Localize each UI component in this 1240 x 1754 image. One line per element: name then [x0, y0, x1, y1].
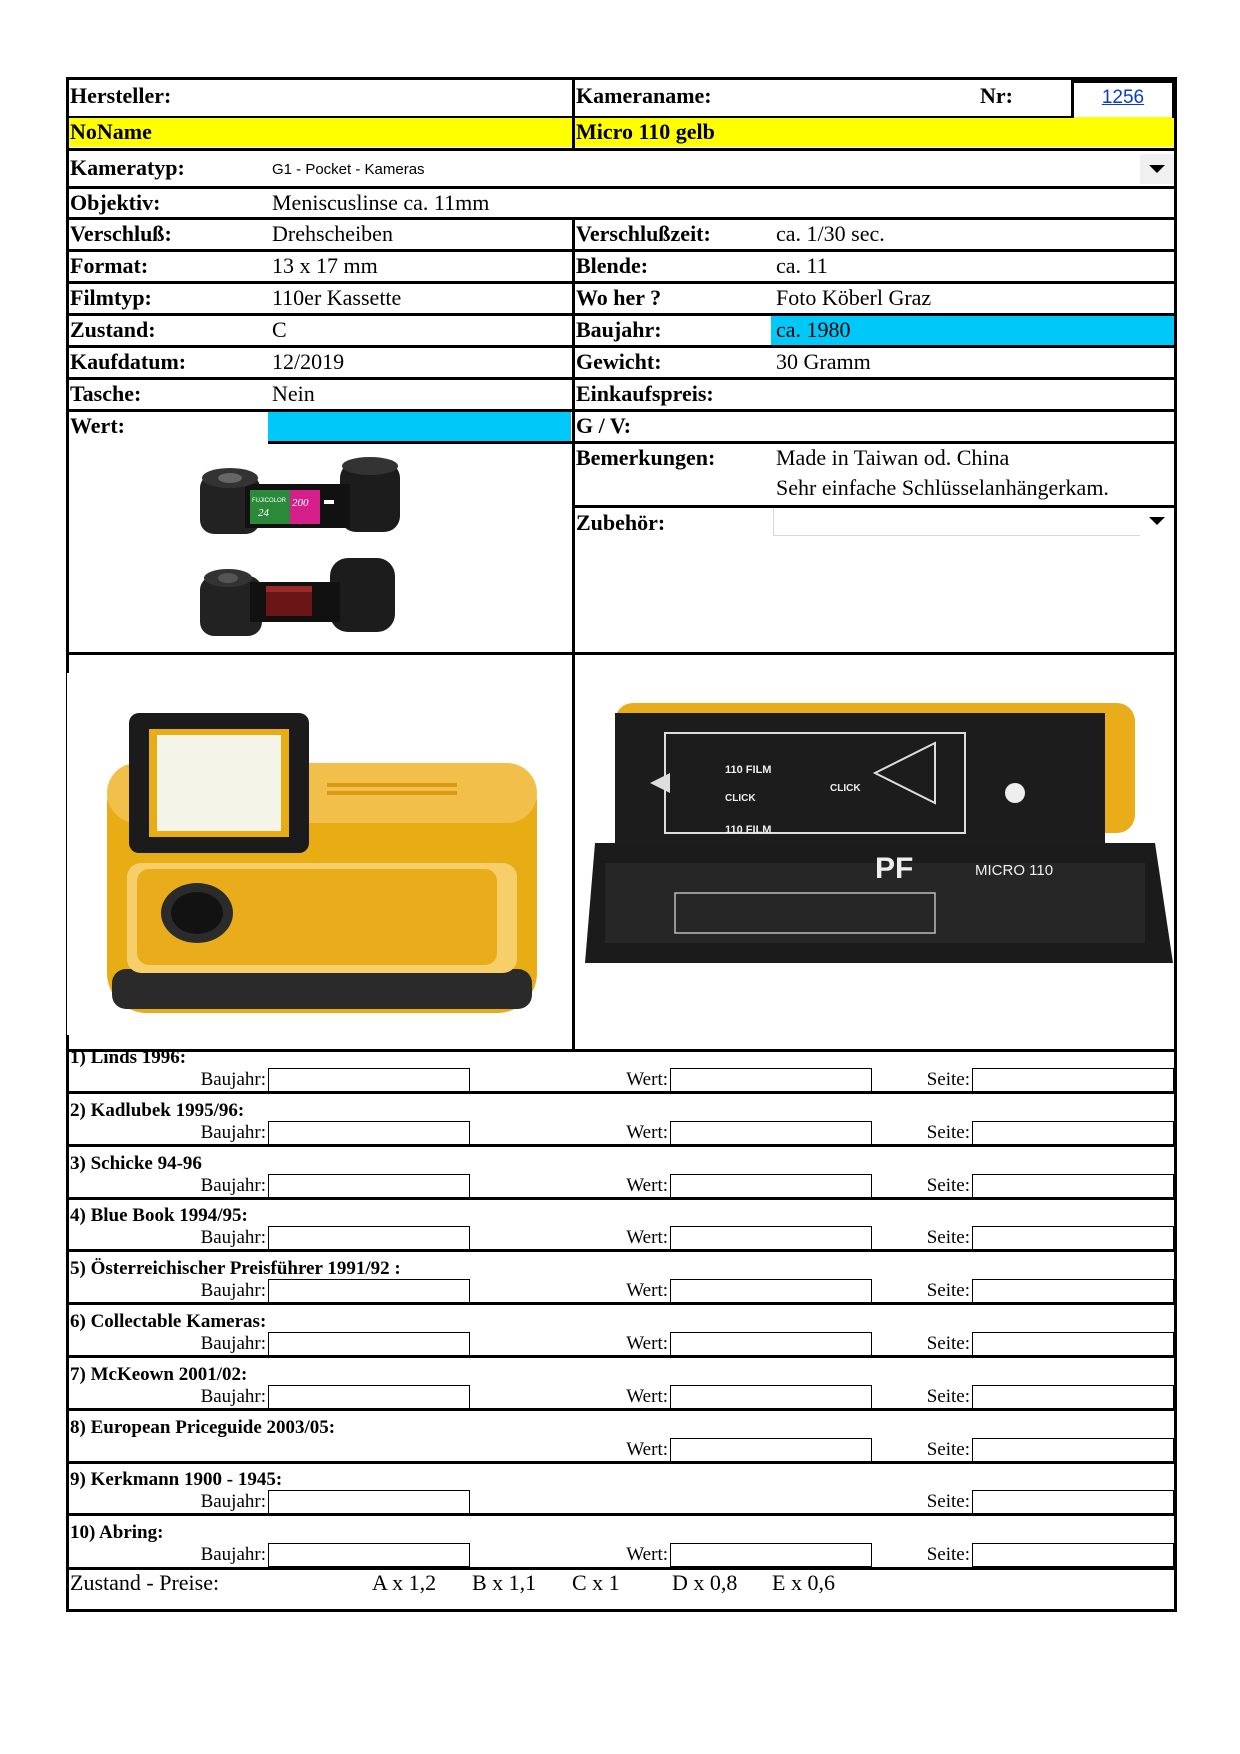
reference-page-label: Seite:	[926, 1280, 970, 1302]
condition-price-e: E x 0,6	[772, 1570, 835, 1595]
aperture-value: ca. 11	[776, 253, 828, 278]
reference-value-field[interactable]	[670, 1174, 872, 1198]
origin-value: Foto Köberl Graz	[776, 285, 932, 310]
reference-value-label: Wert:	[626, 1544, 668, 1566]
reference-value-field[interactable]	[670, 1068, 872, 1092]
grid-line	[66, 652, 1177, 655]
reference-page-label: Seite:	[926, 1385, 970, 1407]
reference-page-label: Seite:	[926, 1544, 970, 1566]
reference-year-field[interactable]	[268, 1121, 470, 1145]
purchase-date-value: 12/2019	[272, 349, 345, 374]
reference-value-label: Wert:	[626, 1174, 668, 1196]
build-year-label: Baujahr:	[576, 317, 662, 342]
reference-year-label: Baujahr:	[200, 1227, 266, 1249]
reference-title: 3) Schicke 94-96	[70, 1152, 202, 1174]
reference-value-label: Wert:	[626, 1227, 668, 1249]
grid-line	[66, 148, 1177, 151]
reference-year-label: Baujahr:	[200, 1491, 266, 1513]
bag-value: Nein	[272, 381, 315, 406]
camera-front-photo	[67, 673, 570, 1035]
reference-page-label: Seite:	[926, 1333, 970, 1354]
grid-line	[66, 377, 1177, 380]
value-field-underline	[268, 441, 573, 444]
reference-value-label: Wert:	[626, 1069, 668, 1090]
reference-value-label: Wert:	[626, 1280, 668, 1302]
accessories-label: Zubehör:	[576, 510, 666, 535]
reference-title: 9) Kerkmann 1900 - 1945:	[70, 1469, 283, 1491]
purchase-price-label: Einkaufspreis:	[576, 381, 714, 406]
condition-value: C	[272, 317, 287, 342]
accessories-dropdown[interactable]	[1140, 506, 1174, 536]
reference-value-field[interactable]	[670, 1332, 872, 1356]
reference-value-field[interactable]	[670, 1543, 872, 1567]
cartridge-exp-label: 24	[258, 507, 269, 519]
reference-page-label: Seite:	[926, 1491, 970, 1513]
nr-link[interactable]: 1256	[1101, 87, 1145, 108]
reference-value-field[interactable]	[670, 1121, 872, 1145]
reference-year-label: Baujahr:	[200, 1174, 266, 1196]
condition-price-b: B x 1,1	[472, 1570, 537, 1595]
shutter-value: Drehscheiben	[272, 221, 393, 246]
reference-value-label: Wert:	[626, 1438, 668, 1460]
reference-title: 6) Collectable Kameras:	[70, 1311, 267, 1332]
film-type-label: Filmtyp:	[70, 285, 152, 310]
reference-page-field[interactable]	[972, 1543, 1174, 1567]
remarks-line-1: Made in Taiwan od. China	[776, 445, 1010, 470]
reference-value-field[interactable]	[670, 1385, 872, 1409]
diagram-text-3: CLICK	[830, 783, 861, 794]
reference-value-field[interactable]	[670, 1226, 872, 1250]
reference-year-label: Baujahr:	[200, 1280, 266, 1302]
cartridge-iso-label: 200	[292, 497, 309, 509]
format-value: 13 x 17 mm	[272, 253, 378, 278]
cartridge-top	[200, 457, 400, 534]
reference-page-label: Seite:	[926, 1227, 970, 1249]
reference-value-field[interactable]	[670, 1438, 872, 1462]
reference-page-field[interactable]	[972, 1174, 1174, 1198]
reference-year-field[interactable]	[268, 1490, 470, 1514]
reference-page-label: Seite:	[926, 1069, 970, 1090]
accessories-dropdown-field[interactable]	[773, 506, 1173, 536]
reference-title: 2) Kadlubek 1995/96:	[70, 1099, 245, 1121]
condition-price-d: D x 0,8	[672, 1570, 738, 1595]
reference-title: 10) Abring:	[70, 1522, 164, 1544]
reference-year-label: Baujahr:	[200, 1069, 266, 1090]
film-cartridge-image	[190, 450, 410, 650]
camera-brand-logo: PF	[875, 852, 914, 885]
condition-price-c: C x 1	[572, 1570, 620, 1595]
chevron-down-icon	[1149, 517, 1165, 525]
purchase-date-label: Kaufdatum:	[70, 349, 187, 374]
reference-year-label: Baujahr:	[200, 1333, 266, 1354]
reference-title: 4) Blue Book 1994/95:	[70, 1205, 248, 1227]
manufacturer-value: NoName	[70, 119, 152, 144]
grid-line	[66, 1049, 1177, 1052]
camera-type-value[interactable]: G1 - Pocket - Kameras	[272, 161, 425, 178]
reference-page-label: Seite:	[926, 1438, 970, 1460]
camera-name-value: Micro 110 gelb	[576, 119, 715, 144]
reference-page-label: Seite:	[926, 1174, 970, 1196]
reference-page-field[interactable]	[972, 1332, 1174, 1356]
camera-model-label: MICRO 110	[975, 862, 1054, 879]
shutter-speed-label: Verschlußzeit:	[576, 221, 711, 246]
grid-line	[66, 409, 1177, 412]
grid-line	[66, 217, 1177, 220]
reference-title: 5) Österreichischer Preisführer 1991/92 :	[70, 1258, 401, 1280]
grid-line	[66, 281, 1177, 284]
reference-value-label: Wert:	[626, 1121, 668, 1143]
grid-line	[572, 77, 575, 148]
grid-line	[66, 313, 1177, 316]
grid-line	[66, 249, 1177, 252]
reference-year-field[interactable]	[268, 1332, 470, 1356]
manufacturer-label: Hersteller:	[70, 83, 172, 108]
reference-value-field[interactable]	[670, 1279, 872, 1303]
cartridge-film-label: FUJICOLOR	[252, 498, 287, 504]
reference-year-label: Baujahr:	[200, 1385, 266, 1407]
reference-year-field[interactable]	[268, 1068, 470, 1092]
reference-page-field[interactable]	[972, 1438, 1174, 1462]
film-type-value: 110er Kassette	[272, 285, 402, 310]
camera-back-photo	[575, 673, 1173, 1035]
reference-value-label: Wert:	[626, 1333, 668, 1354]
weight-label: Gewicht:	[576, 349, 662, 374]
camera-type-dropdown[interactable]	[1140, 154, 1174, 184]
value-label: Wert:	[70, 413, 125, 438]
value-field[interactable]	[268, 412, 571, 442]
reference-page-field[interactable]	[972, 1226, 1174, 1250]
grid-line	[573, 441, 1177, 444]
reference-title: 7) McKeown 2001/02:	[70, 1363, 248, 1385]
reference-year-field[interactable]	[268, 1226, 470, 1250]
remarks-line-2: Sehr einfache Schlüsselanhängerkam.	[776, 475, 1109, 500]
chevron-down-icon	[1149, 165, 1165, 173]
camera-type-label: Kameratyp:	[70, 155, 185, 180]
lens-label: Objektiv:	[70, 190, 161, 215]
camera-name-label: Kameraname:	[576, 83, 712, 108]
reference-year-field[interactable]	[268, 1174, 470, 1198]
lens-value: Meniscuslinse ca. 11mm	[272, 190, 490, 215]
reference-value-label: Wert:	[626, 1385, 668, 1407]
build-year-value: ca. 1980	[776, 317, 851, 342]
reference-page-field[interactable]	[972, 1490, 1174, 1514]
shutter-speed-value: ca. 1/30 sec.	[776, 221, 885, 246]
grid-line	[66, 345, 1177, 348]
nr-value[interactable]	[1071, 83, 1175, 114]
reference-page-field[interactable]	[972, 1385, 1174, 1409]
profit-loss-label: G / V:	[576, 413, 632, 438]
weight-value: 30 Gramm	[776, 349, 871, 374]
reference-title: 8) European Priceguide 2003/05:	[70, 1416, 336, 1438]
reference-page-field[interactable]	[972, 1279, 1174, 1303]
reference-year-field[interactable]	[268, 1543, 470, 1567]
condition-price-a: A x 1,2	[372, 1570, 437, 1595]
footer-separator	[66, 1567, 1177, 1570]
reference-year-label: Baujahr:	[200, 1121, 266, 1143]
grid-line	[66, 186, 1177, 189]
grid-line	[573, 505, 1177, 508]
reference-page-field[interactable]	[972, 1068, 1174, 1092]
cartridge-bottom	[200, 558, 395, 636]
grid-line	[66, 116, 1071, 118]
condition-label: Zustand:	[70, 317, 156, 342]
format-label: Format:	[70, 253, 149, 278]
diagram-text-2: CLICK	[725, 793, 756, 804]
aperture-label: Blende:	[576, 253, 649, 278]
reference-year-label: Baujahr:	[200, 1544, 266, 1566]
reference-page-field[interactable]	[972, 1121, 1174, 1145]
diagram-text-1: 110 FILM	[725, 764, 772, 776]
reference-page-label: Seite:	[926, 1121, 970, 1143]
shutter-label: Verschluß:	[70, 221, 172, 246]
reference-title: 1) Linds 1996:	[70, 1047, 187, 1068]
origin-label: Wo her ?	[576, 285, 662, 310]
nr-label: Nr:	[980, 83, 1013, 108]
remarks-label: Bemerkungen:	[576, 445, 716, 470]
condition-prices-label: Zustand - Preise:	[70, 1570, 220, 1595]
reference-year-field[interactable]	[268, 1385, 470, 1409]
bag-label: Tasche:	[70, 381, 142, 406]
diagram-text-4: 110 FILM	[725, 824, 772, 836]
reference-year-field[interactable]	[268, 1279, 470, 1303]
